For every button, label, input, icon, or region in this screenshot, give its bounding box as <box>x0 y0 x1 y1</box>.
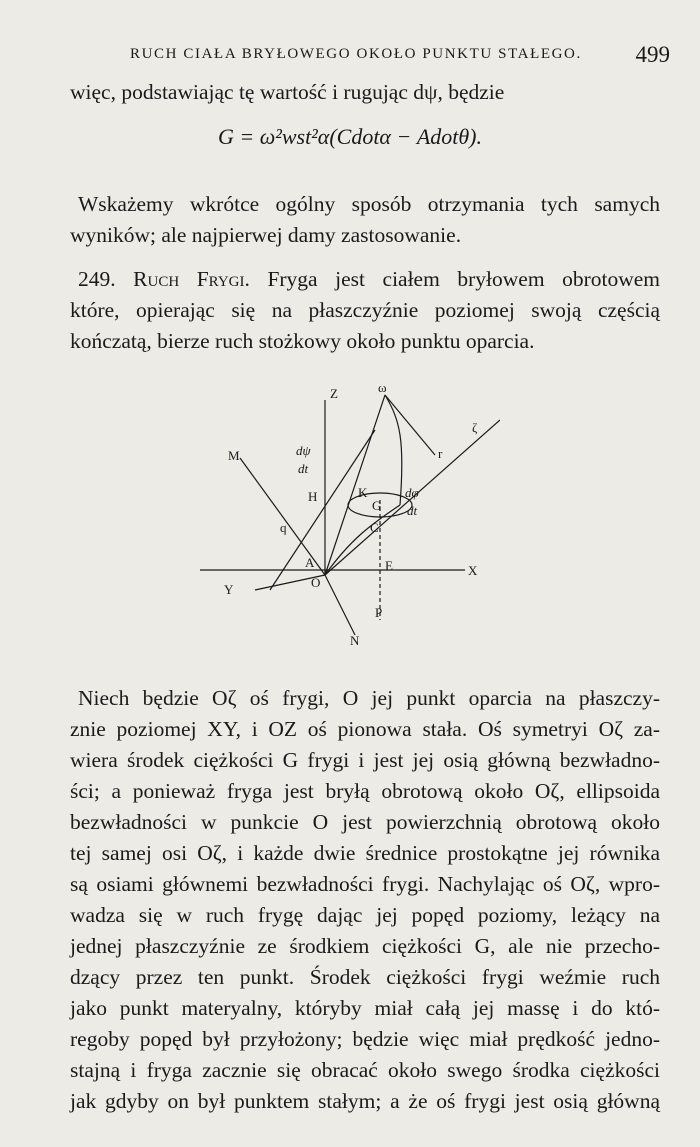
formula: G = ω²wst²α(Cdotα − Adotθ). <box>217 124 483 149</box>
label-dphi-num: dφ <box>405 485 419 500</box>
intro-line: więc, podstawiając tę wartość i rugując dψ, będzie <box>70 80 505 104</box>
para2-line-1: Niech będzie Oζ oś frygi, O jej punkt oparcia na płaszczy- <box>78 686 660 710</box>
label-dphi-den: dt <box>407 503 418 518</box>
label-n: N <box>350 633 360 648</box>
para1-line-1: Wskażemy wkrótce ogólny sposób otrzymania tych samych <box>78 192 660 216</box>
para2-line-14: jak gdyby on był punktem stałym; a że oś frygi jest osią główną <box>70 1089 660 1113</box>
section-title: Ruch Frygi. <box>133 267 250 291</box>
label-h: H <box>308 489 318 504</box>
para2-line-3: wiera środek ciężkości G frygi i jest jej osią główną bezwładno- <box>70 748 660 772</box>
para2-line-2: znie poziomej XY, i OZ oś pionowa stała. Oś symetryi Oζ za- <box>70 717 660 741</box>
label-zeta: ζ <box>472 420 478 435</box>
label-q: q <box>280 520 287 535</box>
page-header <box>130 42 670 72</box>
line-n <box>325 575 355 635</box>
para2-line-12: regoby popęd był przyłożony; będzie więc miał prędkość jedno- <box>70 1027 660 1051</box>
label-a: A <box>305 555 315 570</box>
label-dpsi-num: dψ <box>296 443 311 458</box>
label-o: O <box>311 575 321 590</box>
para2-line-7: są osiami głównemi bezwładności frygi. Nachylając oś Oζ, wpro- <box>70 872 660 896</box>
running-title: RUCH CIAŁA BRYŁOWEGO OKOŁO PUNKTU STAŁEGO. <box>130 46 582 62</box>
label-e: E <box>385 558 393 573</box>
label-p: P <box>375 605 383 620</box>
section-line-1: które, opierając się na płaszczyźnie poziomej swoją częścią <box>70 298 660 322</box>
label-z: Z <box>330 386 338 401</box>
section-number: 249. <box>78 267 116 291</box>
label-x: X <box>468 563 478 578</box>
section-heading-line <box>78 265 660 293</box>
para2-line-11: jako punkt materyalny, któryby miał całą jej massę i do któ- <box>70 996 660 1020</box>
label-omega: ω <box>378 380 387 395</box>
label-c: C <box>370 520 379 535</box>
para2-line-10: dzący przez ten punkt. Środek ciężkości frygi weźmie ruch <box>70 965 660 989</box>
para2-line-13: stajną i fryga zacznie się obracać około swego środka ciężkości <box>70 1058 660 1082</box>
para2-line-6: tej samej osi Oζ, i każde dwie średnice prostokątne jej równika <box>70 841 660 865</box>
section-line-2: kończatą, bierze ruch stożkowy około punktu oparcia. <box>70 329 535 353</box>
label-k: K <box>358 485 368 500</box>
label-g: G <box>372 498 382 513</box>
para2-line-4: ści; a ponieważ fryga jest bryłą obrotową około Oζ, ellipsoida <box>70 779 660 803</box>
para2-line-8: wadza się w ruch frygę dając jej popęd poziomy, leżący na <box>70 903 660 927</box>
label-y: Y <box>224 582 234 597</box>
para1-line-2: wyników; ale najpierwej damy zastosowanie. <box>70 223 462 247</box>
line-q <box>270 430 375 590</box>
line-r <box>385 395 435 455</box>
spinning-top-figure <box>200 380 500 660</box>
label-dpsi-den: dt <box>298 461 309 476</box>
para2-line-5: bezwładności w punkcie O jest powierzchnią obrotową około <box>70 810 660 834</box>
label-m: M <box>228 448 240 463</box>
page-number: 499 <box>635 42 670 67</box>
section-first-line-rest: Fryga jest ciałem bryłowem obrotowem <box>267 267 661 291</box>
para2-line-9: jednej płaszczyźnie ze środkiem ciężkości G, ale nie przecho- <box>70 934 660 958</box>
label-r: r <box>438 446 443 461</box>
